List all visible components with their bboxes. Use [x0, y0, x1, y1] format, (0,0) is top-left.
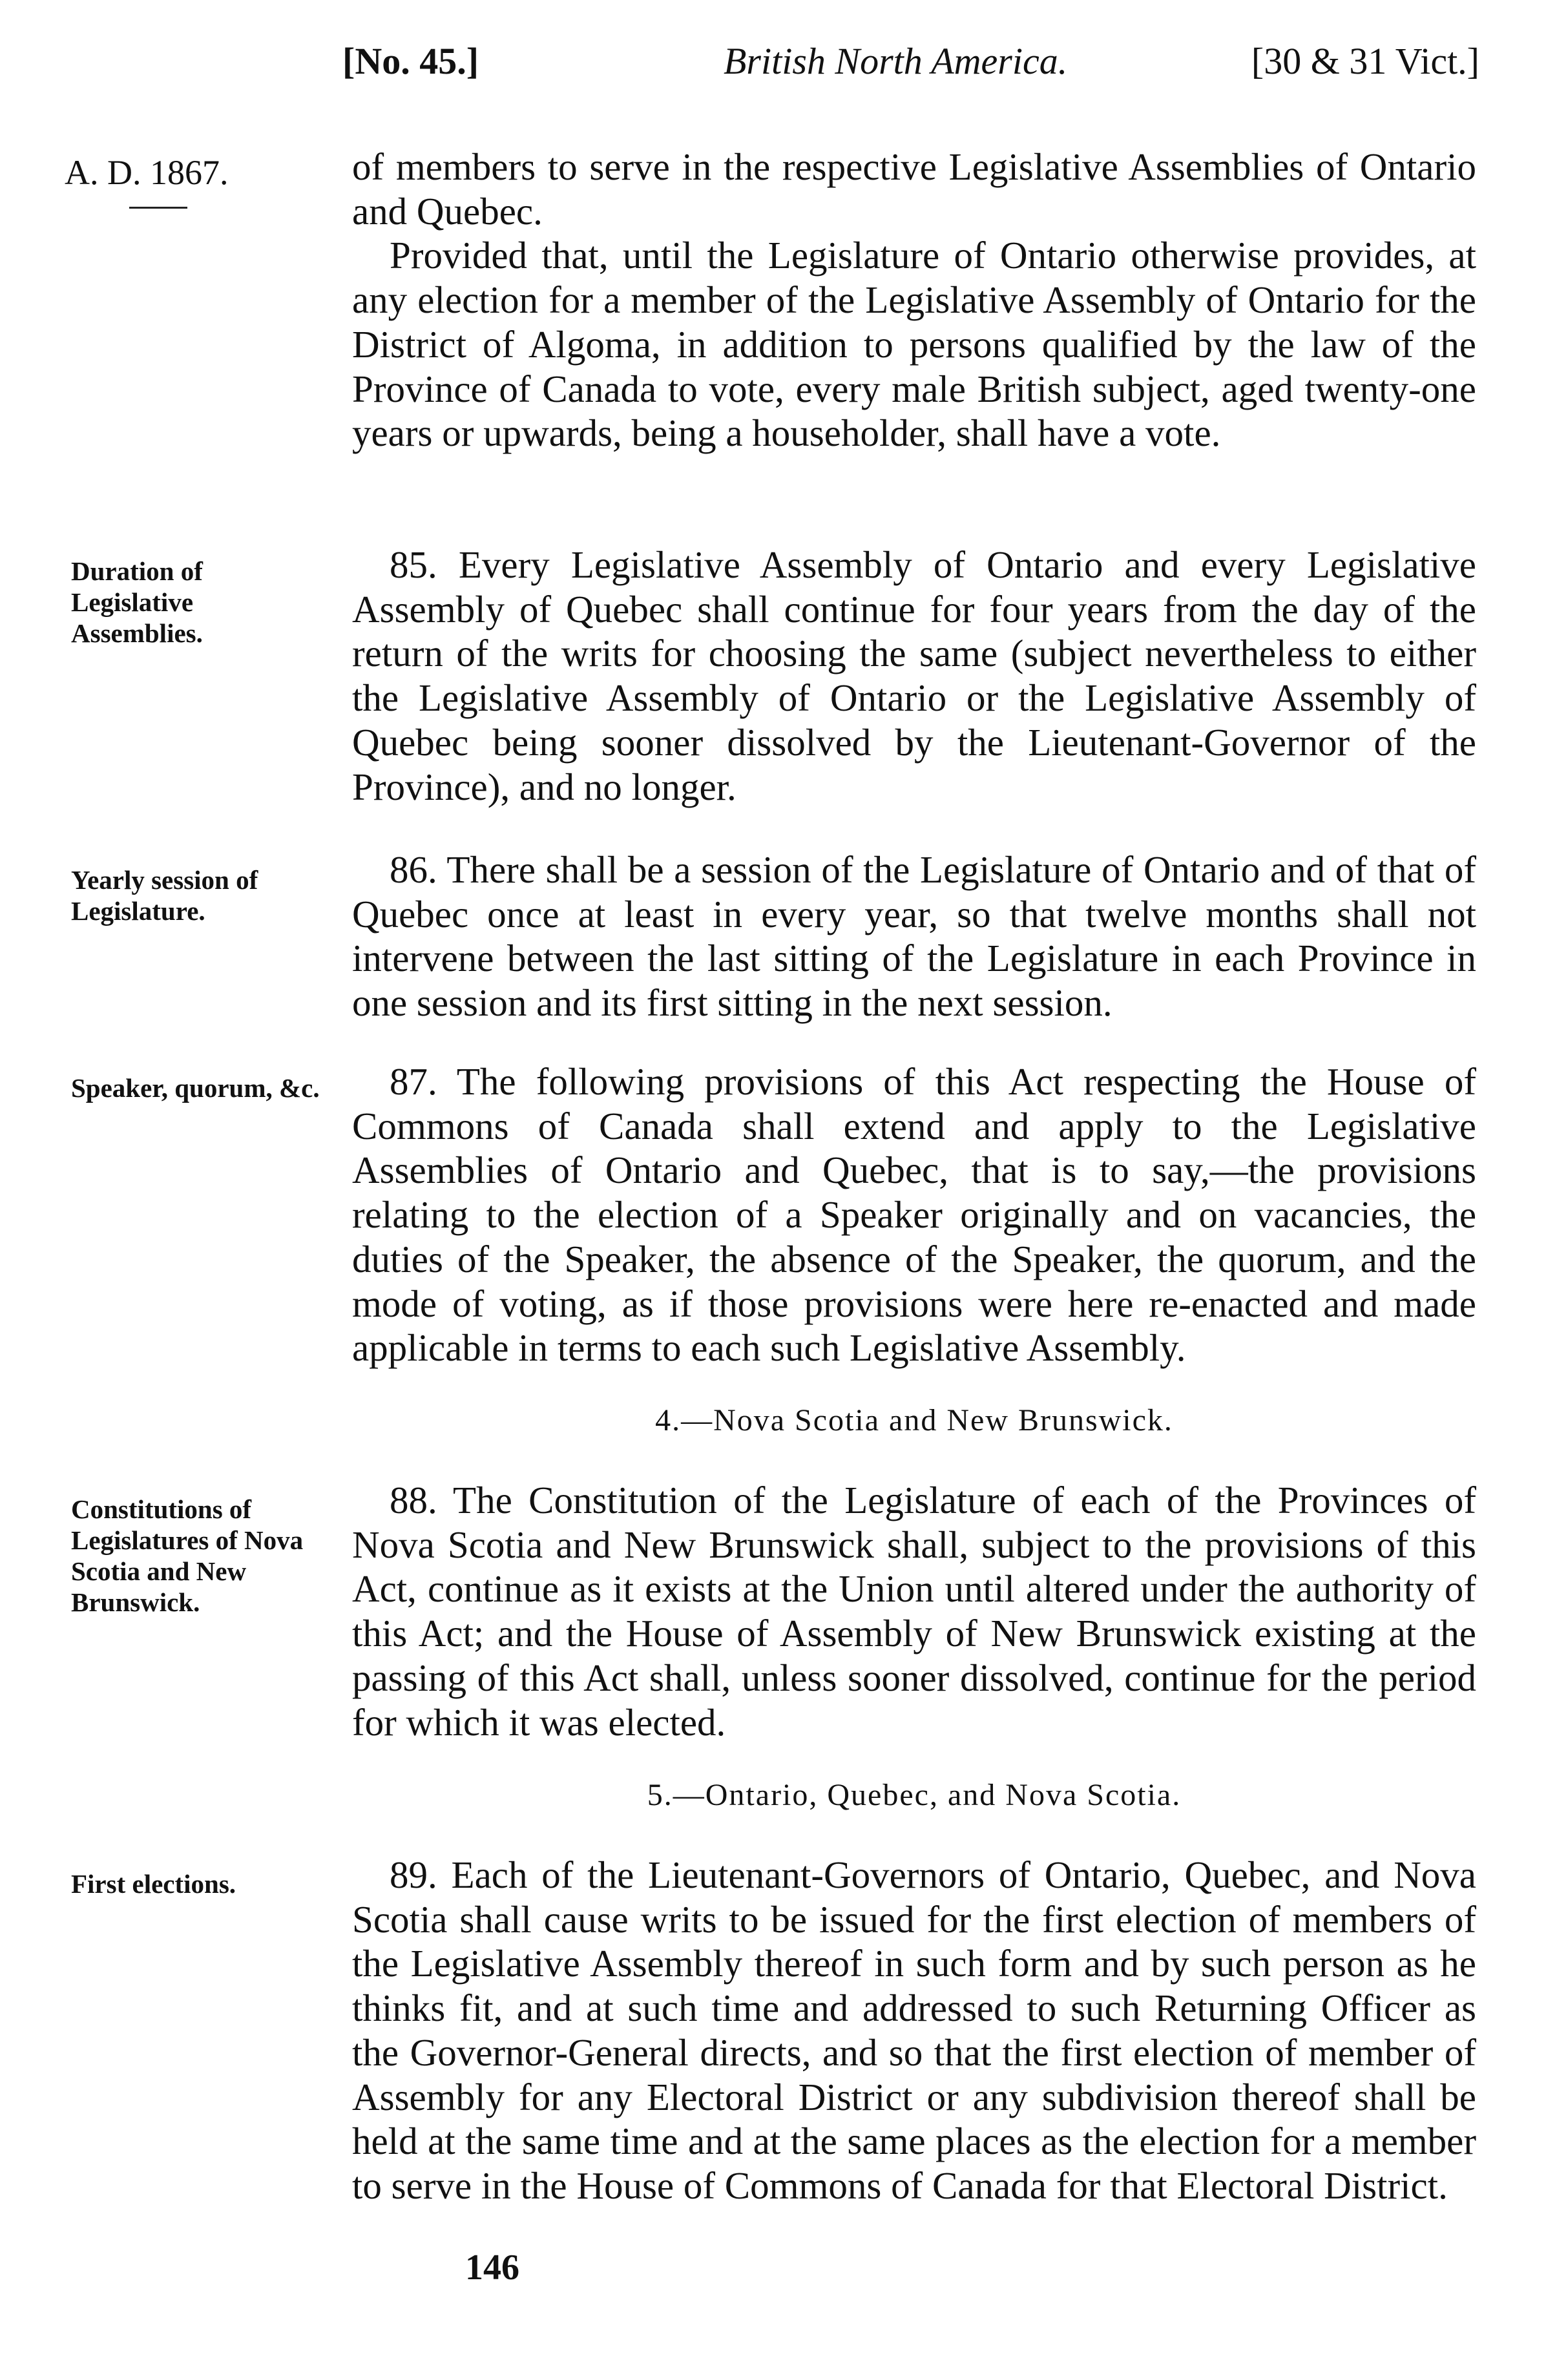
paragraph-continuation: of members to serve in the respective Legislative Assemblies of Ontario and Quebec. [352, 145, 1476, 233]
section-86 [352, 848, 1476, 1025]
regnal-year: [30 & 31 Vict.] [1251, 40, 1479, 82]
section-88-text: 88. The Constitution of the Legislature of each of the Provinces of Nova Scotia and New Brunswick shall, subject to the provisions of this Act, continue as it exists at the Union until altered under the authority of this Act; and the House of Assembly of New Brunswick existing at the passing of this Act shall, unless sooner dissolved, continue for the period for which it was elected. [352, 1479, 1476, 1744]
section-85 [352, 543, 1476, 809]
section-85-text: 85. Every Legislative Assembly of Ontario and every Legislative Assembly of Quebec shall continue for four years from the day of the return of the writs for choosing the same (subject nevertheless to either the Legislative Assembly of Ontario or the Legislative Assembly of Quebec being sooner dissolved by the Lieutenant-Governor of the Province), and no longer. [352, 543, 1476, 808]
running-header [342, 26, 1479, 97]
act-title: British North America. [724, 40, 1068, 82]
section-89 [352, 1853, 1476, 2208]
text-block-top [352, 145, 1476, 455]
margin-note-speaker-quorum: Speaker, quorum, &c. [71, 1073, 320, 1103]
section-87-text: 87. The following provisions of this Act respecting the House of Commons of Canada shall extend and apply to the Legislative Assemblies of Ontario and Quebec, that is to say,—the provisions relating to the election of a Speaker originally and on vacancies, the duties of the Speaker, the absence of the Speaker, the quorum, and the mode of voting, as if those provisions were here re-enacted and made applicable in terms to each such Legislative Assembly. [352, 1060, 1476, 1370]
section-89-text: 89. Each of the Lieutenant-Governors of Ontario, Quebec, and Nova Scotia shall cause writs to be issued for the first election of members of the Legislative Assembly thereof in such form and by such person as he thinks fit, and at such time and addressed to such Returning Officer as the Governor-General directs, and so that the first election of member of Assembly for any Electoral District or any subdivision thereof shall be held at the same time and at the same places as the election for a member to serve in the House of Commons of Canada for that Electoral District. [352, 1853, 1476, 2207]
margin-note-yearly-session: Yearly session of Legislature. [71, 865, 258, 926]
margin-note-duration: Duration of Legislative Assemblies. [71, 556, 203, 648]
section-86-text: 86. There shall be a session of the Legislature of Ontario and of that of Quebec once at least in every year, so that twelve months shall not intervene between the last sitting of the Legislature in each Province in one session and its first sitting in the next session. [352, 848, 1476, 1025]
page-number: 146 [465, 2248, 519, 2288]
margin-note-first-elections: First elections. [71, 1869, 236, 1899]
margin-year: A. D. 1867. [65, 153, 229, 192]
heading-nova-scotia-new-brunswick: 4.—Nova Scotia and New Brunswick. [655, 1403, 1173, 1437]
heading-ontario-quebec-nova-scotia: 5.—Ontario, Quebec, and Nova Scotia. [647, 1778, 1182, 1812]
year-rule-divider [129, 207, 187, 209]
paragraph-proviso: Provided that, until the Legislature of Ontario otherwise provides, at any election for a member of the Legislative Assembly of Ontario for the District of Algoma, in addition to persons qualified by the law of the Province of Canada to vote, every male British subject, aged twenty-one years or upwards, being a householder, shall have a vote. [352, 234, 1476, 455]
section-88 [352, 1478, 1476, 1744]
act-number: [No. 45.] [342, 40, 479, 82]
section-87 [352, 1060, 1476, 1370]
margin-note-constitutions: Constitutions of Legislatures of Nova Scotia and New Brunswick. [71, 1494, 304, 1617]
